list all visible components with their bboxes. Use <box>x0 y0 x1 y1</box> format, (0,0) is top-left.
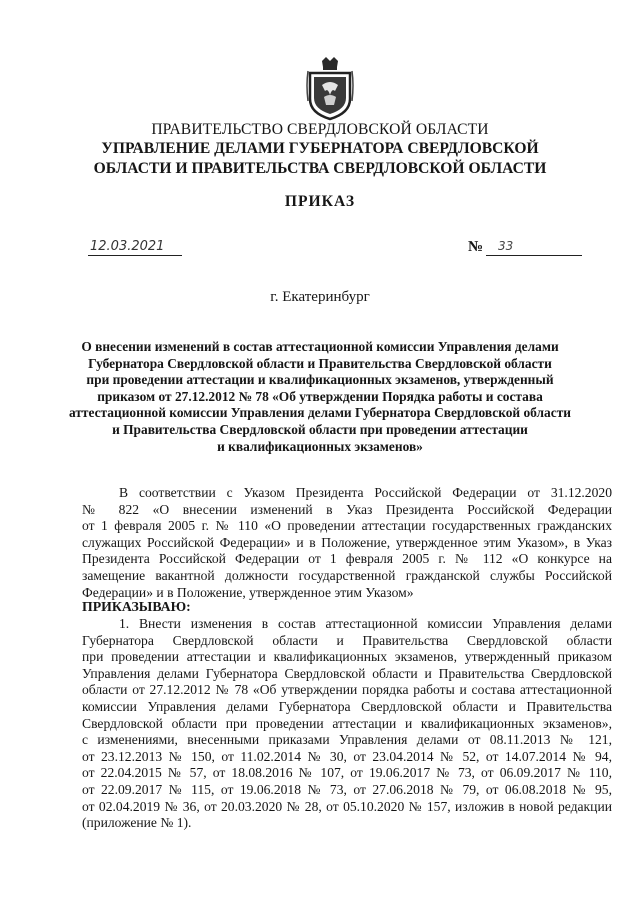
preamble-line: от 1 февраля 2005 г. № 110 «О проведении аттестации государственных гражданских <box>82 518 612 534</box>
item-line: Губернатора Свердловской области и Правительства Свердловской области <box>82 632 612 648</box>
document-type-title: ПРИКАЗ <box>284 193 356 210</box>
item-line: при проведении аттестации и квалификационных экзаменов, утвержденный приказом <box>82 649 612 665</box>
preamble-line: № 822 «О внесении изменений в Указ Президента Российской Федерации <box>82 501 612 517</box>
order-number-label: № <box>468 239 484 255</box>
order-directive-word: ПРИКАЗЫВАЮ: <box>82 599 191 614</box>
heading-line: аттестационной комиссии Управления делами Губернатора Свердловской области <box>68 405 571 421</box>
item-line: (приложение № 1). <box>82 815 192 831</box>
heading-line: при проведении аттестации и квалификационных экзаменов, утвержденный <box>86 372 554 388</box>
department-name <box>0 139 640 179</box>
department-name-line-1: УПРАВЛЕНИЕ ДЕЛАМИ ГУБЕРНАТОРА СВЕРДЛОВСКОЙ <box>101 140 539 157</box>
coat-of-arms-icon <box>304 55 356 121</box>
item-line: комиссии Управления делами Губернатора Свердловской области и Правительства <box>82 698 612 714</box>
preamble-line: замещение вакантной должности государственной гражданской службы Российской <box>82 567 612 583</box>
preamble-line: Президента Российской Федерации от 1 февраля 2005 г. № 112 «О конкурсе на <box>82 551 612 567</box>
heading-line: приказом от 27.12.2012 № 78 «Об утверждении Порядка работы и состава <box>97 388 543 404</box>
item-line: от 02.04.2019 № 36, от 20.03.2020 № 28, от 05.10.2020 № 157, изложив в новой редакции <box>82 798 612 814</box>
order-date: 12.03.2021 <box>88 238 182 256</box>
department-name-line-2: ОБЛАСТИ И ПРАВИТЕЛЬСТВА СВЕРДЛОВСКОЙ ОБЛАСТИ <box>93 160 547 177</box>
heading-line: и Правительства Свердловской области при проведении аттестации <box>112 421 528 437</box>
item-line: с изменениями, внесенными приказами Управления делами от 08.11.2013 № 121, <box>82 732 612 748</box>
government-name: ПРАВИТЕЛЬСТВО СВЕРДЛОВСКОЙ ОБЛАСТИ <box>151 121 489 138</box>
order-number: 33 <box>486 238 582 256</box>
item-line: от 22.09.2017 № 115, от 19.06.2018 № 73, от 27.06.2018 № 79, от 06.08.2018 № 95, <box>82 781 612 797</box>
item-line: Свердловской области при проведении аттестации и квалификационных экзаменов», <box>82 715 612 731</box>
item-line: 1. Внести изменения в состав аттестационной комиссии Управления делами <box>119 616 612 631</box>
heading-line: Губернатора Свердловской области и Правительства Свердловской области <box>88 355 552 371</box>
order-heading <box>0 339 640 455</box>
preamble-line: служащих Российской Федерации» и в Положение, утвержденное этим Указом», в Указ <box>82 534 612 550</box>
item-line: от 23.12.2013 № 150, от 11.02.2014 № 30, от 23.04.2014 № 52, от 14.07.2014 № 94, <box>82 748 612 764</box>
item-line: Управления делами Губернатора Свердловской области и Правительства Свердловской <box>82 665 612 681</box>
preamble-paragraph <box>82 485 612 601</box>
item-line: от 22.04.2015 № 57, от 18.08.2016 № 107, от 19.06.2017 № 73, от 06.09.2017 № 110, <box>82 765 612 781</box>
item-1-paragraph <box>82 616 612 832</box>
item-line: области от 27.12.2012 № 78 «Об утверждении порядка работы и состава аттестационной <box>82 682 612 698</box>
heading-line: и квалификационных экзаменов» <box>217 438 423 454</box>
preamble-line: Федерации» и в Положение, утвержденное этим Указом» <box>82 584 414 600</box>
city-name: г. Екатеринбург <box>270 289 370 305</box>
heading-line: О внесении изменений в состав аттестационной комиссии Управления делами <box>81 339 559 354</box>
preamble-line: В соответствии с Указом Президента Российской Федерации от 31.12.2020 <box>119 485 612 500</box>
